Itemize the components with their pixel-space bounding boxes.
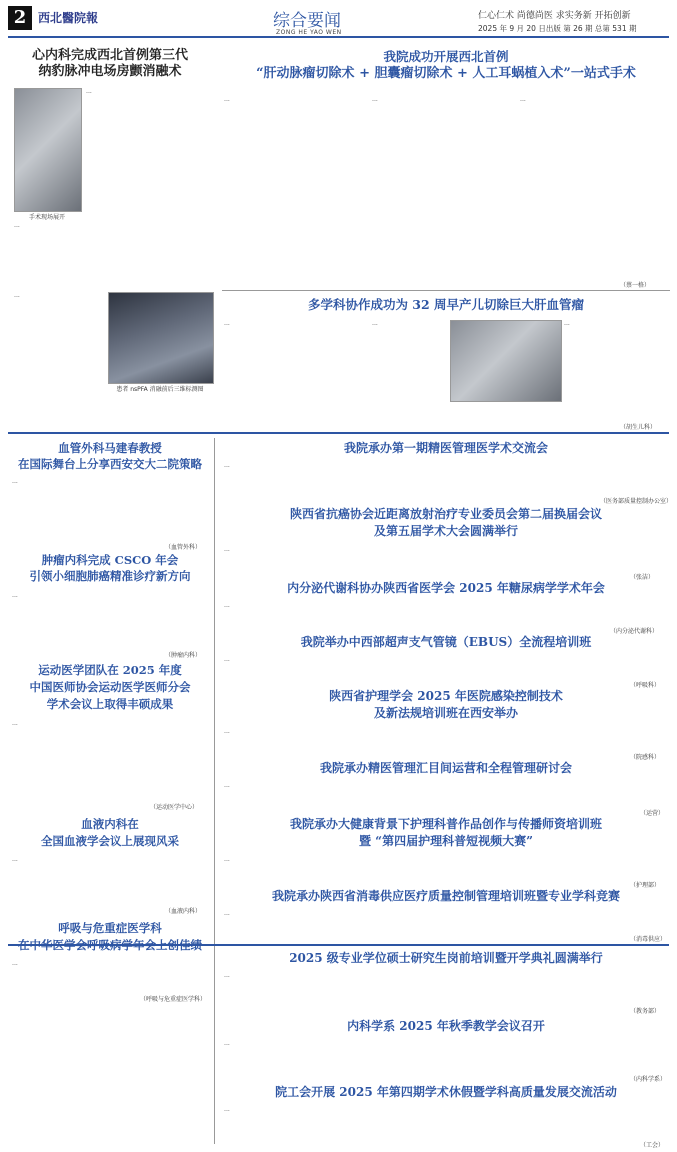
a1-body: ... xyxy=(86,88,92,95)
b4-body: ... xyxy=(224,656,230,663)
a3-body-col1: ... xyxy=(224,320,230,327)
b5-title-1: 陕西省护理学会 2025 年医院感染控制技术 xyxy=(329,689,563,703)
photo-a1 xyxy=(14,88,82,212)
b3-body: ... xyxy=(224,602,230,609)
b2-title-2: 及第五届学术大会圆满举行 xyxy=(373,524,518,538)
c2-credit: （内科学系） xyxy=(630,1076,667,1083)
article-a1 xyxy=(10,48,210,80)
a8-credit: （呼吸与危重症医学科） xyxy=(140,996,207,1003)
b6-body: ... xyxy=(224,782,230,789)
section-title: 综合要闻 xyxy=(273,11,341,31)
a2-body-col1: ... xyxy=(224,96,230,103)
a6-body: ... xyxy=(12,720,18,727)
a4-body: ... xyxy=(12,478,18,485)
article-a6 xyxy=(10,662,210,713)
a1-body-2: ... xyxy=(14,292,20,299)
a2-credit: （蔡一格） xyxy=(620,282,651,289)
a4-title-1: 血管外科马建春教授 xyxy=(58,441,162,455)
b1-title: 我院承办第一期精医管理医学术交流会 xyxy=(343,441,548,455)
a3-title: 多学科协作成功为 32 周早产儿切除巨大肝血管瘤 xyxy=(307,297,585,312)
article-a5 xyxy=(10,552,210,584)
c3-credit: （工会） xyxy=(640,1142,665,1149)
a4-credit: （血管外科） xyxy=(165,544,202,551)
b7-title-1: 我院承办大健康背景下护理科普作品创作与传播师资培训班 xyxy=(289,817,602,831)
c2-body: ... xyxy=(224,1040,230,1047)
a2-title-1: 我院成功开展西北首例 xyxy=(383,49,509,64)
a1-title-1: 心内科完成西北首例第三代 xyxy=(31,48,188,63)
c1-title: 2025 级专业学位硕士研究生岗前培训暨开学典礼圆满举行 xyxy=(289,951,603,965)
b3-credit: （内分泌代谢科） xyxy=(610,628,659,635)
b4-title: 我院举办中西部超声支气管镜（EBUS）全流程培训班 xyxy=(300,635,592,649)
masthead-rule xyxy=(8,36,669,38)
article-b2 xyxy=(222,506,670,540)
a2-body-col3: ... xyxy=(520,96,526,103)
a8-body: ... xyxy=(12,960,18,967)
article-b7 xyxy=(222,816,670,850)
page-number: 2 xyxy=(8,6,32,30)
a1-caption: 手术现场展开 xyxy=(28,214,65,221)
b1-credit: （医务部质量控制办公室） xyxy=(600,498,673,505)
a5-body: ... xyxy=(12,592,18,599)
c3-body: ... xyxy=(224,1106,230,1113)
b7-body: ... xyxy=(224,856,230,863)
b8-credit: （消毒供应） xyxy=(630,936,667,943)
c3-title: 院工会开展 2025 年第四期学术休假暨学科高质量发展交流活动 xyxy=(275,1085,617,1099)
a6-title-2: 中国医师协会运动医学医师分会 xyxy=(29,680,191,694)
c2-title: 内科学系 2025 年秋季教学会议召开 xyxy=(347,1019,545,1033)
divider-a2 xyxy=(222,290,670,291)
section-en: ZONG HE YAO WEN xyxy=(276,29,342,36)
c1-credit: （教务部） xyxy=(630,1008,661,1015)
article-a7 xyxy=(10,816,210,850)
b6-title: 我院承办精医管理汇目间运营和全程管理研讨会 xyxy=(319,761,572,775)
b7-credit: （护理部） xyxy=(630,882,661,889)
b5-title-2: 及新法规培训班在西安举办 xyxy=(373,706,518,720)
b5-credit: （院感科） xyxy=(630,754,661,761)
article-a8 xyxy=(10,920,210,954)
a7-credit: （血液内科） xyxy=(165,908,202,915)
b3-title: 内分泌代谢科协办陕西省医学会 2025 年糖尿病学学术年会 xyxy=(287,581,605,595)
a7-body: ... xyxy=(12,856,18,863)
a3-caption: 患者 nsPFA 消融前后三维标测图 xyxy=(116,386,204,393)
article-a4 xyxy=(10,440,210,472)
b7-title-2: 暨 “第四届护理科普短视频大赛” xyxy=(359,834,533,848)
paper-name: 西北醫院報 xyxy=(38,11,99,25)
a5-title-1: 肿瘤内科完成 CSCO 年会 xyxy=(41,553,179,567)
a6-title-1: 运动医学团队在 2025 年度 xyxy=(38,663,182,677)
issue-info: 2025 年 9 月 20 日出版 第 26 期 总第 531 期 xyxy=(478,24,637,33)
b2-credit: （张洁） xyxy=(630,574,655,581)
a7-title-1: 血液内科在 xyxy=(81,817,139,831)
column-divider xyxy=(214,438,215,1144)
b5-body: ... xyxy=(224,728,230,735)
a6-title-3: 学术会议上取得丰硕成果 xyxy=(46,697,174,711)
a5-title-2: 引领小细胞肺癌精准诊疗新方向 xyxy=(29,569,191,583)
a3-credit: （胡生儿科） xyxy=(620,424,657,431)
photo-a3-surgery xyxy=(450,320,562,402)
a5-credit: （肿瘤内科） xyxy=(165,652,202,659)
a8-title-1: 呼吸与危重症医学科 xyxy=(58,921,162,935)
b1-body: ... xyxy=(224,462,230,469)
a1-title-2: 纳豹脉冲电场房颤消融术 xyxy=(38,64,182,79)
b6-credit: （运营） xyxy=(640,810,665,817)
c1-body: ... xyxy=(224,972,230,979)
a6-credit: （运动医学中心） xyxy=(150,804,199,811)
article-a2 xyxy=(222,48,670,83)
a1-body-cont: ... xyxy=(14,222,20,229)
a3-body-col2: ... xyxy=(372,320,378,327)
b2-title-1: 陕西省抗癌协会近距离放射治疗专业委员会第二届换届会议 xyxy=(289,507,602,521)
photo-a3 xyxy=(108,292,214,384)
a7-title-2: 全国血液学会议上展现风采 xyxy=(41,834,179,848)
b4-credit: （呼吸科） xyxy=(630,682,661,689)
divider-upper xyxy=(8,432,669,434)
mottos: 仁心仁术 尚德尚医 求实务新 开拓创新 xyxy=(478,11,631,21)
divider-bottom xyxy=(8,944,669,946)
article-b5 xyxy=(222,688,670,722)
b8-title: 我院承办陕西省消毒供应医疗质量控制管理培训班暨专业学科竞赛 xyxy=(271,889,620,903)
a2-title-2: “肝动脉瘤切除术 + 胆囊瘤切除术 + 人工耳蜗植入术”一站式手术 xyxy=(256,66,636,81)
a2-body-col2: ... xyxy=(372,96,378,103)
a4-title-2: 在国际舞台上分享西安交大二院策略 xyxy=(18,457,202,471)
a3-body-col3: ... xyxy=(564,320,570,327)
b2-body: ... xyxy=(224,546,230,553)
b8-body: ... xyxy=(224,910,230,917)
masthead xyxy=(8,6,669,34)
